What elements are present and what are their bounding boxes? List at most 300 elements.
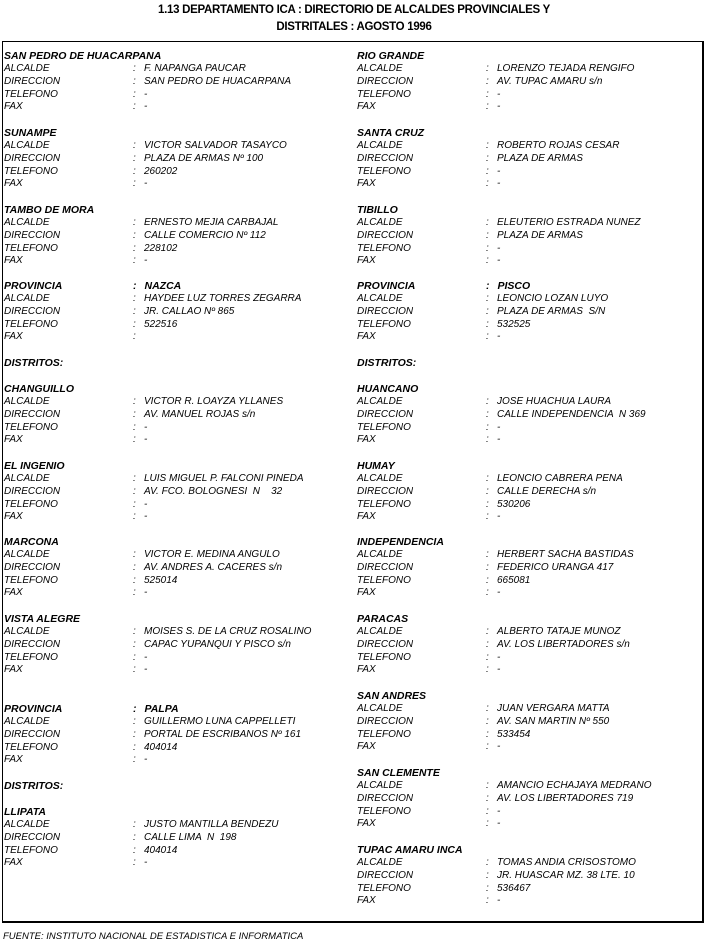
alcalde-label: ALCALDE: [4, 549, 50, 560]
separator: :: [133, 626, 136, 637]
separator: :: [486, 561, 489, 573]
distritos-label: DISTRITOS:: [4, 780, 64, 792]
fax-row: [4, 434, 349, 447]
fax-label: FAX: [4, 664, 23, 676]
direccion-row: [4, 409, 349, 422]
separator: :: [133, 728, 136, 740]
direccion-label: DIRECCION: [4, 152, 61, 164]
separator: :: [486, 305, 489, 317]
telefono-label: TELEFONO: [4, 242, 58, 254]
fax-value: -: [497, 587, 501, 599]
telefono-row: [357, 729, 702, 742]
district-entry: [4, 383, 349, 447]
telefono-value: -: [144, 421, 148, 433]
direccion-value: CALLE INDEPENDENCIA N 369: [497, 408, 646, 420]
direccion-row: [4, 230, 349, 243]
telefono-row: [4, 422, 349, 435]
telefono-label: TELEFONO: [4, 165, 58, 177]
fax-label: FAX: [357, 587, 376, 599]
alcalde-value: AMANCIO ECHAJAYA MEDRANO: [497, 780, 652, 791]
direccion-label: DIRECCION: [357, 75, 414, 87]
fax-row: [4, 857, 349, 870]
alcalde-label: ALCALDE: [4, 626, 50, 637]
provincia-label: PROVINCIA: [4, 280, 63, 292]
fax-value: -: [144, 255, 148, 267]
telefono-row: [357, 243, 702, 256]
fax-row: [4, 754, 349, 767]
direccion-value: CALLE LIMA N 198: [144, 831, 237, 843]
fax-row: [357, 741, 702, 754]
separator: :: [486, 626, 489, 637]
alcalde-label: ALCALDE: [357, 396, 403, 407]
fax-label: FAX: [357, 101, 376, 113]
alcalde-label: ALCALDE: [357, 549, 403, 560]
alcalde-label: ALCALDE: [4, 716, 50, 727]
district-name: HUMAY: [357, 460, 395, 472]
separator: :: [486, 473, 489, 484]
telefono-label: TELEFONO: [357, 574, 411, 586]
direccion-row: [4, 639, 349, 652]
separator: :: [133, 574, 136, 586]
telefono-row: [4, 166, 349, 179]
direccion-row: [4, 486, 349, 499]
fax-row: [4, 101, 349, 114]
district-entry: [4, 806, 349, 870]
direccion-value: PORTAL DE ESCRIBANOS Nº 161: [144, 728, 302, 740]
district-name: SAN ANDRES: [357, 690, 427, 702]
alcalde-value: JOSE HUACHUA LAURA: [497, 396, 612, 407]
telefono-row: [4, 652, 349, 665]
fax-row: [357, 818, 702, 831]
fax-value: -: [497, 741, 501, 753]
alcalde-row: [4, 473, 349, 486]
alcalde-label: ALCALDE: [4, 819, 50, 830]
fax-value: -: [497, 101, 501, 113]
alcalde-value: LEONCIO CABRERA PENA: [497, 473, 623, 484]
telefono-row: [4, 243, 349, 256]
fax-label: FAX: [4, 587, 23, 599]
district-name: INDEPENDENCIA: [357, 536, 444, 548]
separator: :: [133, 651, 136, 663]
telefono-value: -: [497, 88, 501, 100]
direccion-row: [4, 153, 349, 166]
fax-label: FAX: [4, 255, 23, 267]
separator: :: [133, 305, 136, 317]
fax-label: FAX: [357, 741, 376, 753]
district-entry: [357, 767, 702, 831]
separator: :: [133, 242, 136, 254]
separator: :: [133, 844, 136, 856]
alcalde-value: MOISES S. DE LA CRUZ ROSALINO: [144, 626, 312, 637]
separator: :: [486, 140, 489, 151]
alcalde-label: ALCALDE: [357, 217, 403, 228]
alcalde-label: ALCALDE: [357, 473, 403, 484]
fax-label: FAX: [357, 255, 376, 267]
alcalde-row: [357, 63, 702, 76]
provincia-heading: [357, 280, 702, 293]
separator: :: [133, 421, 136, 433]
telefono-label: TELEFONO: [4, 651, 58, 663]
telefono-row: [357, 89, 702, 102]
alcalde-row: [357, 217, 702, 230]
alcalde-row: [357, 703, 702, 716]
direccion-row: [4, 76, 349, 89]
separator: :: [133, 178, 136, 190]
separator: :: [486, 280, 490, 292]
alcalde-row: [357, 293, 702, 306]
separator: :: [486, 434, 489, 446]
fax-value: -: [497, 178, 501, 190]
telefono-row: [357, 319, 702, 332]
district-name: HUANCANO: [357, 383, 419, 395]
alcalde-value: HAYDEE LUZ TORRES ZEGARRA: [144, 293, 302, 304]
telefono-row: [357, 499, 702, 512]
separator: :: [133, 101, 136, 113]
direccion-row: [357, 486, 702, 499]
provincia-value: NAZCA: [144, 280, 182, 292]
separator: :: [486, 882, 489, 894]
fax-value: -: [144, 178, 148, 190]
telefono-value: -: [497, 421, 501, 433]
direccion-row: [357, 306, 702, 319]
telefono-value: -: [497, 651, 501, 663]
document-title: [0, 2, 708, 36]
telefono-row: [357, 575, 702, 588]
alcalde-row: [4, 140, 349, 153]
separator: :: [486, 255, 489, 267]
alcalde-value: F. NAPANGA PAUCAR: [144, 63, 246, 74]
separator: :: [486, 715, 489, 727]
telefono-row: [4, 89, 349, 102]
district-entry: [4, 50, 349, 114]
telefono-label: TELEFONO: [357, 728, 411, 740]
alcalde-row: [357, 140, 702, 153]
telefono-row: [357, 166, 702, 179]
district-name: SANTA CRUZ: [357, 127, 425, 139]
fax-value: -: [144, 857, 148, 869]
alcalde-value: LORENZO TEJADA RENGIFO: [497, 63, 635, 74]
fax-label: FAX: [357, 664, 376, 676]
separator: :: [486, 805, 489, 817]
alcalde-row: [4, 217, 349, 230]
alcalde-label: ALCALDE: [357, 293, 403, 304]
separator: :: [133, 703, 137, 715]
alcalde-value: VICTOR R. LOAYZA YLLANES: [144, 396, 284, 407]
distritos-heading: [357, 357, 702, 370]
separator: :: [486, 511, 489, 523]
direccion-row: [357, 793, 702, 806]
district-name: VISTA ALEGRE: [4, 613, 81, 625]
telefono-value: 533454: [497, 728, 531, 740]
separator: :: [133, 819, 136, 830]
separator: :: [133, 511, 136, 523]
telefono-value: 530206: [497, 498, 531, 510]
district-name: EL INGENIO: [4, 460, 65, 472]
telefono-row: [4, 845, 349, 858]
fax-value: -: [144, 511, 148, 523]
direccion-row: [357, 409, 702, 422]
fax-row: [357, 434, 702, 447]
separator: :: [486, 421, 489, 433]
district-entry: [357, 50, 702, 114]
fax-label: FAX: [357, 434, 376, 446]
provincia-label: PROVINCIA: [4, 703, 63, 715]
separator: :: [486, 703, 489, 714]
telefono-label: TELEFONO: [357, 882, 411, 894]
direccion-row: [357, 716, 702, 729]
separator: :: [486, 895, 489, 907]
provincia-heading: [4, 280, 349, 293]
alcalde-value: ELEUTERIO ESTRADA NUNEZ: [497, 217, 641, 228]
telefono-label: TELEFONO: [4, 88, 58, 100]
separator: :: [133, 434, 136, 446]
alcalde-value: TOMAS ANDIA CRISOSTOMO: [497, 857, 636, 868]
direccion-row: [357, 230, 702, 243]
district-entry: [4, 204, 349, 268]
fax-row: [357, 664, 702, 677]
distritos-label: DISTRITOS:: [357, 357, 417, 369]
alcalde-label: ALCALDE: [357, 857, 403, 868]
provincia-value: PALPA: [144, 703, 179, 715]
direccion-value: AV. SAN MARTIN Nº 550: [497, 715, 610, 727]
fax-row: [357, 511, 702, 524]
fax-value: -: [497, 255, 501, 267]
fax-value: -: [144, 664, 148, 676]
fax-value: -: [497, 331, 501, 343]
direccion-label: DIRECCION: [4, 561, 61, 573]
alcalde-row: [4, 63, 349, 76]
direccion-label: DIRECCION: [357, 485, 414, 497]
separator: :: [486, 792, 489, 804]
separator: :: [133, 587, 136, 599]
alcalde-row: [4, 549, 349, 562]
telefono-value: 522516: [144, 318, 178, 330]
fax-label: FAX: [4, 511, 23, 523]
alcalde-value: ALBERTO TATAJE MUNOZ: [497, 626, 621, 637]
alcalde-label: ALCALDE: [357, 140, 403, 151]
separator: :: [486, 396, 489, 407]
telefono-label: TELEFONO: [4, 421, 58, 433]
separator: :: [486, 63, 489, 74]
fax-label: FAX: [357, 511, 376, 523]
alcalde-row: [4, 716, 349, 729]
direccion-label: DIRECCION: [357, 561, 414, 573]
telefono-label: TELEFONO: [357, 165, 411, 177]
telefono-value: -: [144, 498, 148, 510]
separator: :: [133, 152, 136, 164]
fax-value: -: [144, 101, 148, 113]
separator: :: [133, 280, 137, 292]
distritos-heading: [4, 357, 349, 370]
direccion-row: [357, 562, 702, 575]
source-footnote: FUENTE: INSTITUTO NACIONAL DE ESTADISTICA E INFORMATICA: [3, 931, 304, 942]
alcalde-value: LEONCIO LOZAN LUYO: [497, 293, 609, 304]
fax-label: FAX: [357, 331, 376, 343]
direccion-row: [357, 639, 702, 652]
separator: :: [486, 318, 489, 330]
separator: :: [486, 651, 489, 663]
separator: :: [133, 75, 136, 87]
district-entry: [357, 204, 702, 268]
provincia-entry: [4, 280, 349, 344]
separator: :: [486, 88, 489, 100]
separator: :: [133, 255, 136, 267]
separator: :: [133, 716, 136, 727]
alcalde-row: [4, 819, 349, 832]
alcalde-label: ALCALDE: [357, 626, 403, 637]
distritos-label: DISTRITOS:: [4, 357, 64, 369]
telefono-label: TELEFONO: [4, 741, 58, 753]
fax-label: FAX: [4, 178, 23, 190]
telefono-label: TELEFONO: [4, 844, 58, 856]
separator: :: [133, 229, 136, 241]
telefono-label: TELEFONO: [357, 318, 411, 330]
separator: :: [486, 217, 489, 228]
fax-label: FAX: [357, 178, 376, 190]
fax-value: -: [497, 434, 501, 446]
direccion-label: DIRECCION: [357, 305, 414, 317]
fax-row: [4, 587, 349, 600]
telefono-value: 532525: [497, 318, 531, 330]
telefono-value: 404014: [144, 741, 178, 753]
provincia-label: PROVINCIA: [357, 280, 416, 292]
direccion-value: AV. LOS LIBERTADORES 719: [497, 792, 634, 804]
telefono-value: -: [497, 165, 501, 177]
separator: :: [486, 549, 489, 560]
distritos-heading: [4, 780, 349, 793]
telefono-row: [357, 652, 702, 665]
separator: :: [486, 101, 489, 113]
alcalde-value: ERNESTO MEJIA CARBAJAL: [144, 217, 279, 228]
alcalde-label: ALCALDE: [4, 396, 50, 407]
direccion-value: PLAZA DE ARMAS: [497, 229, 583, 241]
district-name: LLIPATA: [4, 806, 46, 818]
direccion-value: AV. MANUEL ROJAS s/n: [144, 408, 256, 420]
separator: :: [133, 741, 136, 753]
provincia-name: [133, 280, 181, 293]
separator: :: [133, 165, 136, 177]
separator: :: [133, 331, 136, 343]
alcalde-value: VICTOR SALVADOR TASAYCO: [144, 140, 287, 151]
district-name: SUNAMPE: [4, 127, 57, 139]
provincia-name: [486, 280, 530, 293]
telefono-row: [357, 883, 702, 896]
telefono-label: TELEFONO: [357, 421, 411, 433]
separator: :: [133, 63, 136, 74]
district-name: SAN CLEMENTE: [357, 767, 440, 779]
district-entry: [357, 613, 702, 677]
direccion-label: DIRECCION: [357, 638, 414, 650]
alcalde-row: [4, 293, 349, 306]
separator: :: [486, 75, 489, 87]
district-entry: [4, 460, 349, 524]
separator: :: [486, 741, 489, 753]
direccion-row: [357, 153, 702, 166]
fax-label: FAX: [4, 331, 23, 343]
direccion-row: [357, 870, 702, 883]
fax-value: -: [497, 664, 501, 676]
fax-label: FAX: [357, 818, 376, 830]
direccion-label: DIRECCION: [4, 728, 61, 740]
separator: :: [133, 561, 136, 573]
telefono-label: TELEFONO: [357, 498, 411, 510]
direccion-label: DIRECCION: [357, 152, 414, 164]
district-entry: [4, 127, 349, 191]
provincia-name: [133, 703, 179, 716]
separator: :: [486, 857, 489, 868]
district-name: TIBILLO: [357, 204, 398, 216]
direccion-label: DIRECCION: [4, 485, 61, 497]
direccion-label: DIRECCION: [4, 638, 61, 650]
direccion-value: SAN PEDRO DE HUACARPANA: [144, 75, 292, 87]
separator: :: [133, 293, 136, 304]
fax-value: -: [497, 511, 501, 523]
alcalde-label: ALCALDE: [4, 293, 50, 304]
district-entry: [357, 536, 702, 600]
fax-row: [357, 895, 702, 908]
direccion-label: DIRECCION: [4, 408, 61, 420]
fax-value: -: [144, 434, 148, 446]
telefono-value: 260202: [144, 165, 178, 177]
separator: :: [486, 229, 489, 241]
alcalde-row: [357, 780, 702, 793]
direccion-value: CALLE DERECHA s/n: [497, 485, 597, 497]
alcalde-label: ALCALDE: [4, 217, 50, 228]
separator: :: [133, 831, 136, 843]
provincia-value: PISCO: [497, 280, 531, 292]
separator: :: [133, 549, 136, 560]
telefono-row: [357, 806, 702, 819]
alcalde-value: GUILLERMO LUNA CAPPELLETI: [144, 716, 296, 727]
telefono-value: 536467: [497, 882, 531, 894]
separator: :: [486, 485, 489, 497]
separator: :: [133, 754, 136, 766]
alcalde-label: ALCALDE: [357, 780, 403, 791]
direccion-value: PLAZA DE ARMAS Nº 100: [144, 152, 264, 164]
telefono-row: [4, 319, 349, 332]
direccion-row: [4, 306, 349, 319]
direccion-label: DIRECCION: [4, 305, 61, 317]
alcalde-label: ALCALDE: [4, 473, 50, 484]
direccion-value: AV. ANDRES A. CACERES s/n: [144, 561, 283, 573]
alcalde-row: [4, 396, 349, 409]
separator: :: [133, 638, 136, 650]
direccion-row: [4, 729, 349, 742]
separator: :: [133, 318, 136, 330]
telefono-row: [4, 575, 349, 588]
separator: :: [486, 780, 489, 791]
separator: :: [133, 498, 136, 510]
district-entry: [357, 460, 702, 524]
fax-row: [4, 331, 349, 344]
fax-row: [4, 511, 349, 524]
separator: :: [133, 857, 136, 869]
direccion-value: AV. LOS LIBERTADORES s/n: [497, 638, 630, 650]
separator: :: [486, 869, 489, 881]
direccion-value: JR. HUASCAR MZ. 38 LTE. 10: [497, 869, 635, 881]
direccion-value: PLAZA DE ARMAS S/N: [497, 305, 606, 317]
telefono-label: TELEFONO: [357, 805, 411, 817]
telefono-label: TELEFONO: [4, 498, 58, 510]
telefono-value: 665081: [497, 574, 531, 586]
separator: :: [486, 152, 489, 164]
direccion-label: DIRECCION: [357, 869, 414, 881]
fax-value: -: [144, 754, 148, 766]
direccion-row: [4, 562, 349, 575]
alcalde-value: ROBERTO ROJAS CESAR: [497, 140, 620, 151]
separator: :: [486, 331, 489, 343]
direccion-label: DIRECCION: [4, 831, 61, 843]
